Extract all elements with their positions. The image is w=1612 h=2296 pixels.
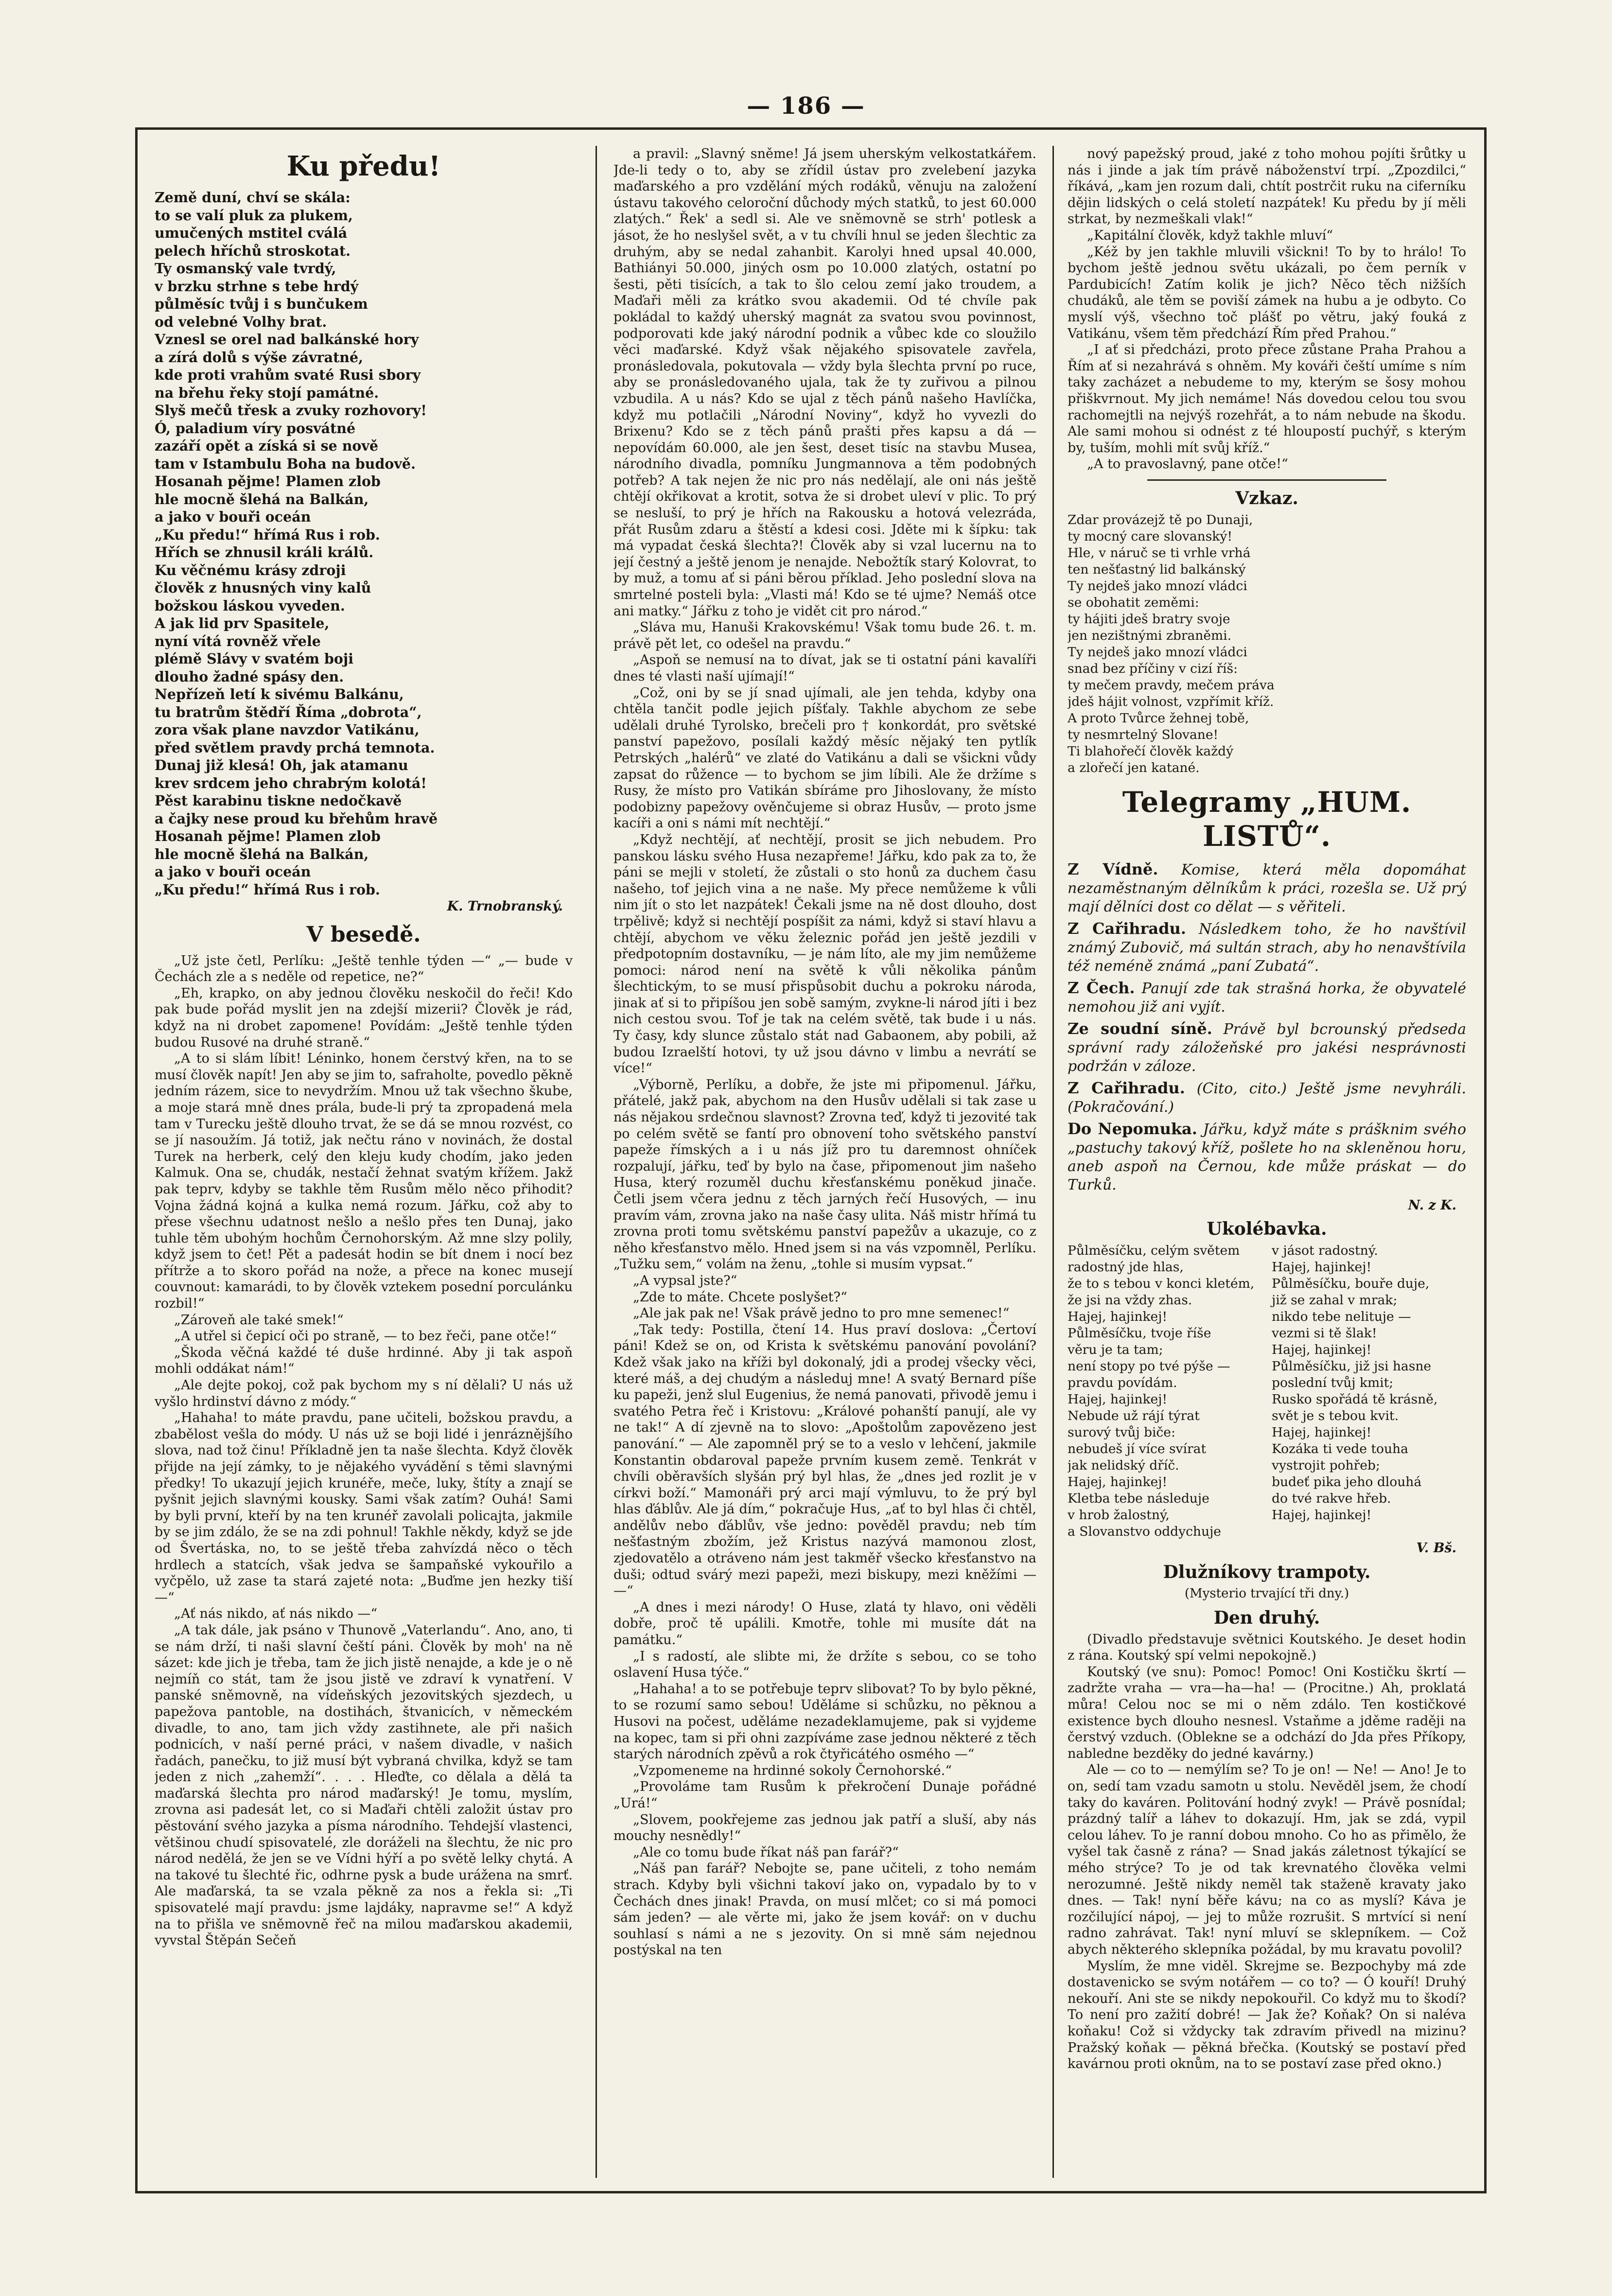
column-left <box>155 146 573 2178</box>
poem-line: vezmi si tě šlak! <box>1272 1326 1377 1341</box>
poem-line: Půlměsíčku, již jsi hasne <box>1272 1359 1432 1374</box>
poem-line: pelech hříchů stroskotat. <box>155 242 351 259</box>
poem-line: a Slovanstvo oddychuje <box>1068 1524 1221 1540</box>
article-beseda-continued <box>613 146 1036 1959</box>
poem-line: Vznesl se orel nad balkánské hory <box>155 331 419 348</box>
paragraph: „Sláva mu, Hanuši Krakovskému! Však tomu bude 26. t. m. právě pět let, co odešel na pravdu.“ <box>613 620 1036 651</box>
poem-line: tu bratrům štědří Říma „dobrota“, <box>155 703 422 720</box>
telegram-place: Do Nepomuka. <box>1068 1119 1197 1138</box>
paragraph: nový papežský proud, jaké z toho mohou pojíti šrůtky u nás i jinde a jak tím právě náboženství trpí. „Zpozdilci,“ říkává, „kam jen rozum dali, chtít postrčit ruku na ciferníku dějin lidských o celá století nazpátek! Ku předu by jí měli strkat, by nezmeškali vlak!“ <box>1068 146 1466 227</box>
poem-line: ty mocný care slovanský! <box>1068 528 1232 544</box>
paragraph: „Ať nás nikdo, ať nás nikdo —“ <box>174 1606 378 1622</box>
poem-line: Hřích se zhnusil králi králů. <box>155 544 374 561</box>
poem-line: poslední tvůj kmit; <box>1272 1375 1394 1391</box>
poem-line: Zdar provázejž tě po Dunaji, <box>1068 512 1253 527</box>
poem-line: Hajej, hajinkej! <box>1068 1309 1168 1325</box>
poem-line: Ti blahořečí člověk každý <box>1068 743 1234 759</box>
article-beseda <box>155 953 573 1949</box>
paragraph: „Hahaha! a to se potřebuje teprv slibovat? To by bylo pěkné, to se rozumí samo sebou! Uděláme si schůzku, no pěknou a Husovi na počest, uděláme nezadeklamujeme, pak si vyjdeme na kopec, tam si při ohni zazpíváme zase jednou některé z těch starých národních zpěvů a rok čtyřicátého osmého —“ <box>613 1681 1036 1762</box>
paragraph: (Divadlo představuje světnici Koutského. Je deset hodin z rána. Koutský spí velmi nepokojně.) <box>1068 1631 1466 1664</box>
poem-line: a jako v bouři oceán <box>155 508 311 525</box>
paragraph: „Ale jak pak ne! Však právě jedno to pro mne semenec!“ <box>633 1306 1010 1321</box>
paragraph: „Výborně, Perlíku, a dobře, že jste mi připomenul. Jářku, přátelé, jakž pak, abychom na den Husův udělali si tak zase u nás nějakou srdečnou slavnost? Zrovna teď, když ti jezovité tak po celém světě se fantí pro obnovení toho světského panství papeže římských a i u nás jíž pro tu daremnost ohníček rozpalují, jářku, teď by bylo na čase, připomenout jim našeho Husa, který rozuměl duchu křesťanskému poněkud jinače. Četli jsem včera jednu z těch jarných řečí Husových, — inu pravím vám, zrovna jako na naše časy ulita. Náš mistr hřímá tu zrovna proti tomu světskému panství papežův a ukazuje, co z něho křesťanstvo mělo. Hned jsem si na vás vzpomněl, Perlíku. „Tužku sem,“ volám na ženu, „tohle si musím vypsat.“ <box>613 1077 1036 1272</box>
poem-line: A proto Tvůrce žehnej tobě, <box>1068 710 1249 726</box>
paragraph: „A dnes i mezi národy! O Huse, zlatá ty hlavo, oni věděli dobře, proč tě upálili. Kmotře, tohle mi musíte dát na památku.“ <box>613 1599 1036 1648</box>
poem-line: Hajej, hajinkej! <box>1068 1392 1168 1407</box>
telegram-place: Ze soudní síně. <box>1068 1019 1212 1038</box>
poem-line: ty mečem pravdy, mečem práva <box>1068 677 1275 693</box>
poem-line: ty hájiti jdeš bratry svoje <box>1068 611 1230 627</box>
poem-line: Půlměsíčku, bouře duje, <box>1272 1276 1430 1292</box>
poem-line: Kletba tebe následuje <box>1068 1491 1209 1507</box>
paragraph: „Kapitální člověk, když takhle mluví“ <box>1087 228 1333 243</box>
paragraph: „Náš pan farář? Nebojte se, pane učiteli, z toho nemám strach. Kdyby byli všichni takoví jako on, vypadalo by to v Čechách dnes jinak! Pravda, on musí mlčet; co si má pomoci sám jeden? — ale věrte mi, jako že jsem kovář: on v duchu souhlasí s námi a ne s jezovity. On si mně sám nejednou postýskal na ten <box>613 1861 1036 1958</box>
poem-line: pravdu povídám. <box>1068 1375 1177 1391</box>
poem-line: Hajej, hajinkej! <box>1068 1474 1168 1490</box>
section-title-vzkaz: Vzkaz. <box>1235 488 1298 508</box>
section-title-trampoty: Dlužníkovy trampoty. <box>1163 1562 1371 1583</box>
paragraph: „A to si slám líbit! Léninko, honem čerstvý křen, na to se musí člověk napít! Jen aby se jim to, safraholte, povedlo pěkně jedním rázem, sice to nevydržím. Mnou už tak všechno škube, a moje stará mně dnes prála, bude-li prý ta zpropadená mela tam v Turecku ještě dlouho trvat, že se dá se mnou rozvést, co se jí nasoužím. Já totiž, jak nečtu ráno v novinách, že dostal Turek na herberk, celý den kleju kudy chodím, jako jeden Kalmuk. Ona se, chudák, nestačí žehnat svatým křížem. Jakž pak teprv, kdyby se takhle těm Rusům mělo něco přihodit? Vojna žádná kojná a kulka nemá rozum. Jářku, což aby to přese všechnu udatnost nešlo a nešlo přes ten Dunaj, jako tuhle těm ubohým hochům Černohorským. Až mne slzy polily, když jsem to čet! Pět a padesát hodin se bít dnem i nocí bez přítrže a to skoro pořád na nože, a přece na konec musejí couvnout: kamarádi, to by člověk vztekem posední porculánku rozbil!“ <box>155 1051 573 1312</box>
poem-line: Pěst karabinu tiskne nedočkavě <box>155 792 402 809</box>
poem-line: umučených mstitel cválá <box>155 225 348 241</box>
poem-line: již se zahal v mrak; <box>1272 1293 1398 1308</box>
telegram-place: Z Čech. <box>1068 978 1135 997</box>
poem-ku-predu <box>155 189 573 898</box>
poem-line: hle mocně šlehá na Balkán, <box>155 845 369 862</box>
telegram-list <box>1068 860 1466 1194</box>
poem-line: Ty nejdeš jako mnozí vládci <box>1068 578 1247 594</box>
paragraph: „I ať si předcházi, proto přece zůstane Praha Prahou a Řím ať si nezahrává s ohněm. My kováři čeští umíme s ním taky zacházet a nebudeme to my, kterým se šosy mohou přiškvrnout. My jich nemáme! Nás dovedou celou tou svou rachomejtli na nejvýš rozehřát, a to nám nebude na škodu. Ale sami mohou si odnést z té hloupostí puchýř, s kterým by, tuším, mohli mít svůj kříž.“ <box>1068 342 1466 456</box>
poem-title: Ku předu! <box>286 150 441 182</box>
poem-line: „Ku předu!“ hřímá Rus i rob. <box>155 881 380 898</box>
poem-line: surový tvůj biče: <box>1068 1425 1175 1440</box>
poem-column-left <box>1068 1243 1262 1540</box>
poem-line: v jásot radostný. <box>1272 1243 1378 1259</box>
poem-line: božskou láskou vyveden. <box>155 597 345 614</box>
paragraph: „Aspoň se nemusí na to dívat, jak se ti ostatní páni kavalíři dnes té vlasti naší ujímají!“ <box>613 652 1036 684</box>
poem-line: Nepřízeň letí k sivému Balkánu, <box>155 686 404 702</box>
poem-line: na břehu řeky stojí památné. <box>155 384 379 401</box>
poem-line: Hle, v náruč se ti vrhle vrhá <box>1068 545 1251 561</box>
poem-line: věru je ta tam; <box>1068 1342 1163 1358</box>
telegram-text: (Cito, cito.) Ještě jsme nevyhráli. (Pokračování.) <box>1068 1080 1466 1116</box>
poem-line: dlouho žadné spásy den. <box>155 668 344 685</box>
poem-line: Hajej, hajinkej! <box>1272 1260 1372 1275</box>
paragraph: „Kéž by jen takhle mluvili všickni! To by to hrálo! To bychom ještě jednou světu ukázali, po čem perník v Pardubicích! Zatím kolik je jich? Něco těch nižších chudáků, ale těm se poviší zámek na hubu a je odbyto. Co myslí výš, všechno toč plášť po větru, jaký fouká z Vatikánu, všem těm předchází Řím před Prahou.“ <box>1068 244 1466 341</box>
paragraph: „Což, oni by se jí snad ujímali, ale jen tehda, kdyby ona chtěla tančit podle jejich píšťaly. Takhle abychom ze sebe udělali druhé Tyrolsko, brečeli pro † konkordát, pro světské panství papežovo, posílali každý měsíc nějaký ten pytlík Petrských „halérů“ ve zlaté do Vatikánu a dali se všickni vůdy zapsat do růžence — to bychom se jim líbili. Ale že držíme s Rusy, že místo pro Vatikán sbíráme pro Jihoslovany, že místo podobizny papežovy ověnčujeme si obraz Husův, — proto jsme kacíři a oni s námi mít nechtějí.“ <box>613 685 1036 831</box>
poem-line: Půlměsíčku, tvoje říše <box>1068 1326 1211 1341</box>
poem-line: ten nešťastný lid balkánský <box>1068 561 1246 577</box>
telegram-text: Komise, která měla dopomáhat nezaměstnaným dělníkům k práci, rozešla se. Už prý mají dělníci dost co dělat — s věřiteli. <box>1068 861 1466 915</box>
poem-line: Hosanah pějme! Plamen zlob <box>155 473 381 490</box>
poem-line: Rusko spořádá tě krásně, <box>1272 1392 1438 1407</box>
poem-line: a jako v bouři oceán <box>155 863 311 880</box>
poem-line: krev srdcem jeho chrabrým kolotá! <box>155 774 427 791</box>
poem-ukolebavka <box>1068 1243 1466 1540</box>
poem-line: nebudeš jí více svírat <box>1068 1441 1207 1457</box>
poem-line: zazáří opět a získá si se nově <box>155 438 379 454</box>
paragraph: „A utřel si čepicí oči po straně, — to bez řeči, pane otče!“ <box>174 1329 557 1344</box>
poem-signature: K. Trnobranský. <box>447 899 563 914</box>
page-number: — 186 — <box>747 92 865 120</box>
column-divider <box>1052 146 1054 2178</box>
poem-line: hle mocně šlehá na Balkán, <box>155 491 369 508</box>
poem-line: se obohatit zeměmi: <box>1068 595 1199 610</box>
poem-line: v hrob žalostný, <box>1068 1507 1170 1523</box>
poem-column-right <box>1272 1243 1466 1540</box>
column-divider <box>596 146 597 2178</box>
poem-line: Ó, paladium víry posvátné <box>155 420 356 437</box>
paragraph: „Zde to máte. Chcete poslyšet?“ <box>633 1289 847 1305</box>
poem-line: a zírá dolů s výše závratné, <box>155 349 364 366</box>
poem-line: „Ku předu!“ hřímá Rus i rob. <box>155 526 380 543</box>
poem-line: radostný jde hlas, <box>1068 1260 1184 1275</box>
separator <box>1147 479 1386 481</box>
poem-line: a čajky nese proud ku břehům hravě <box>155 810 438 827</box>
poem-line: A jak lid prv Spasitele, <box>155 615 330 631</box>
telegram-item <box>1068 979 1466 1017</box>
poem-line: Ku věčnému krásy zdroji <box>155 561 346 578</box>
poem-line: jdeš hájit volnost, vzpřímit kříž. <box>1068 694 1274 709</box>
paragraph: „Hahaha! to máte pravdu, pane učiteli, božskou pravdu, a zbabělost vešla do módy. U nás už se boji lidé i jenráznějšího slova, nad tož činu! Příkladně jen ta naše šlechta. Když člověk přijde na její zámky, to je nějakého vyvádění s těmi slavnými předky! To ukazují jejich krunéře, meče, luky, štíty a znají se pyšnit jejich slavnými kousky. Sami však zatím? Ouhá! Sami by byli první, kteří by na ten krunéř zavolali policajta, jakmile by se jim zdálo, že se na zdi pohnul! Takhle někdy, když se jde od Švertáska, no, to se ještě třeba zahvízdá něco o těch hrdlech a statcích, však jedva se šampaňské vykouřilo a vyčpělo, už zase ta stará zajeté nota: „Buďme jen hezky tiší —“ <box>155 1410 573 1605</box>
telegram-place: Z Vídně. <box>1068 859 1158 878</box>
trampoty-day: Den druhý. <box>1213 1607 1320 1628</box>
section-title-ukolebavka: Ukolébavka. <box>1207 1219 1327 1240</box>
poem-line: budeť pika jeho dlouhá <box>1272 1474 1422 1490</box>
telegram-text: Jářku, když máte s prášknim svého „pastuchy takový kříž, pošlete ho na skleněnou horu, aneb aspoň na Černou, kde může práskat — do Turků. <box>1068 1121 1466 1193</box>
poem-line: před světlem pravdy prchá temnota. <box>155 739 435 756</box>
paragraph: „Už jste četl, Perlíku: „Ještě tenhle týden —“ „— bude v Čechách zle a s neděle od repetice, ne?“ <box>155 953 573 985</box>
poem-line: nyní vítá rovněž vřele <box>155 632 321 649</box>
telegram-item <box>1068 1120 1466 1194</box>
poem-vzkaz <box>1068 512 1466 776</box>
telegram-text: Následkem toho, že ho navštívil známý Zubovič, má sultán strach, aby ho nenavštívila též neméně známá „paní Zubatá“. <box>1068 920 1466 975</box>
column-middle <box>613 146 1036 2178</box>
telegram-item <box>1068 1019 1466 1076</box>
telegram-item <box>1068 919 1466 976</box>
section-title-telegramy: Telegramy „HUM. LISTŮ“. <box>1122 785 1412 853</box>
poem-line: člověk z hnusných viny kalů <box>155 579 371 596</box>
paragraph: „I s radostí, ale slibte mi, že držíte s sebou, co se toho oslavení Husa týče.“ <box>613 1648 1036 1681</box>
poem-line: Hajej, hajinkej! <box>1272 1425 1372 1440</box>
article-trampoty <box>1068 1631 1466 2072</box>
poem-line: vystrojit pohřeb; <box>1272 1458 1380 1473</box>
paragraph: a pravil: „Slavný sněme! Já jsem uherským velkostatkářem. Jde-li tedy o to, aby se zřídil ústav pro zvelebení jazyka maďarského a pro vzdělání mých rodáků, věnuju na založení ústavu takového celoroční důchody mých statků, to jest 60.000 zlatých.“ Řek' a sedl si. Ale ve sněmovně se strh' potlesk a jásot, že ho neslyšel svět, a v tu chvíli hnul se jeden šlechtic za druhým, aby se nedal zahanbit. Karolyi hned upsal 40.000, Bathiányi 50.000, jiných osm po 10.000 zlatých, ostatní po šesti, pěti tisících, a tak to šlo celou zemí jako troudem, a Maďaři měli za krátko svou akademii. Od té chvíle pak pokládal to každý uherský magnát za svatou svou povinnost, podporovati kde jaký národní podnik a vůbec kde co sloužilo věci maďarské. Když však nějakého spisovatele zavřela, pronásledovala, pokutovala — vždy byla šlechta první po ruce, aby se pronásledovaného ujala, tak že ty zuřivou a pilnou vzbudila. A u nás? Kdo se ujal z těch pánů našeho Havlíčka, když mu potlačili „Národní Noviny“, když ho vyvezli do Brixenu? Kdo se z těch pánů prašti přes kapsu a dá — nepovídám 60.000, ale jen šest, deset tisíc na stavbu Musea, národního divadla, pomníku Jungmannova a těm podobných potřeb? A tak nejen že nic pro nás nedělají, ale oni nás ještě chtějí okřikovat a krotit, sotva že si drobet uleví v plic. To prý se nesluší, to prý je hřích na Rakousku a hotová velezráda, přát Rusům zdaru a štěstí a kdesi cosi. Jděte mi k šípku: tak má vypadat česká šlechta?! Člověk aby si vzal lucernu na to její čestný a ještě jenom je nenajde. Nebožtík starý Kolovrat, to by muž, a tomu ať si páni běrou příklad. Jeho poslední slova na smrtelné posteli byla: „Vlasti má! Kdo se té ujme? Nemáš otce ani matky.“ Jářku z toho je vidět cit pro národ.“ <box>613 146 1036 619</box>
poem-line: Hajej, hajinkej! <box>1272 1342 1372 1358</box>
poem-line: Hosanah pějme! Plamen zlob <box>155 828 381 844</box>
poem-line: není stopy po tvé pýše — <box>1068 1359 1230 1374</box>
article-beseda-end <box>1068 146 1466 473</box>
paragraph: „Ale dejte pokoj, což pak bychom my s ní dělali? U nás už vyšlo hrdinství dávno z módy.“ <box>155 1378 573 1409</box>
paragraph: „A vypsal jste?“ <box>633 1273 737 1288</box>
poem-line: kde proti vrahům svaté Rusi sbory <box>155 367 421 383</box>
poem-line: snad bez příčiny v cizí říš: <box>1068 661 1238 676</box>
paragraph: „Škoda věčná každé té duše hrdinné. Aby ji tak aspoň mohli oddákat nám!“ <box>155 1345 573 1377</box>
poem-line: v brzku strhne s tebe hrdý <box>155 278 359 295</box>
telegram-item <box>1068 860 1466 916</box>
poem-line: Nebude už rájí týrat <box>1068 1408 1200 1424</box>
poem-line: a zlořečí jen katané. <box>1068 760 1200 775</box>
poem-line: že jsi na vždy zhas. <box>1068 1293 1192 1308</box>
poem-line: jen nezištnými zbraněmi. <box>1068 628 1232 643</box>
poem-line: půlměsíc tvůj i s bunčukem <box>155 296 368 312</box>
paragraph: „Vzpomeneme na hrdinné sokoly Černohorské.“ <box>633 1763 952 1778</box>
section-title-beseda: V besedě. <box>306 922 421 947</box>
paragraph: Ale — co to — nemýlím se? To je on! — Ne! — Ano! Je to on, sedí tam vzadu samotn u stolu. Nevěděl jsem, že chodí taky do kaváren. Politování hodný zvyk! — Právě posnídal; prázdný talíř a láhev to dokazují. Hm, jak se zdá, vypil celou láhev. To je ranní dobou mnoho. Co ho as přimělo, že vyšel tak časně z rána? — Snad jakás záletnost týkající se mého strýce? To je od tak krevnatého člověka velmi nerozumné. Ještě nikdy neměl tak staženě kravaty jako dnes. — Tak! nyní běře kávu; na co as myslí? Káva je rozčilující nápoj, — jej to může rozrušit. S mrtvící si není radno zahrávat. Tak! nyní mluví se sklepníkem. — Což abych některého sklepníka požádal, by mu kravatu povolil? <box>1068 1762 1466 1957</box>
trampoty-subtitle: (Mysterio trvající tři dny.) <box>1184 1586 1349 1601</box>
paragraph: „Eh, krapko, on aby jednou člověku neskočil do řeči! Kdo pak bude pořád myslit jen na zdejší mizerii? Člověk je rád, když na ni drobet zapomene! Povídám: „Ještě tenhle týden budou Rusové na druhé straně.“ <box>155 985 573 1050</box>
poem-line: to se valí pluk za plukem, <box>155 207 353 224</box>
paragraph: „Slovem, pookřejeme zas jednou jak patří a sluší, aby nás mouchy nesnědly!“ <box>613 1812 1036 1844</box>
poem-line: Ty osmanský vale tvrdý, <box>155 260 336 277</box>
paragraph: „A tak dále, jak psáno v Thunově „Vaterlandu“. Ano, ano, ti se nám drží, ti naši slavní čeští páni. Člověk by moh' na ně sázet: kde jich je třeba, tam že jich jistě nenajde, a kde je o ně nejmíň co stát, tam že jsou jistě ve zdraví k vynatření. V panské sněmovně, na vídeňských jezovitských sjezdech, u papežova pantoble, na dostihách, štvanicích, v německém divadle, to ano, tam jich vždy zastihnete, ale při našich podnicích, v naší perné práci, v našem divadle, v našich řadách, panečku, to již musí být vybraná chvilka, když se tam jeden z nich „zahemží“. . . . Hleďte, co dělala a dělá ta maďarská šlechta pro národ maďarský! Je tomu, myslím, zrovna asi padesát let, co si Maďaři chtěli založit ústav pro pěstování svého jazyka a písma národního. Tehdejší vlastenci, většinou chudí spisovatelé, zle doráželi na šlechtu, že nic pro národ nedělá, že jen se ve Vídni hýří a po světě lelky chytá. A na takové tu šlechté řic, odhrne pysk a bude urážena na smrť. Ale maďarská, ta se vzala pěkně za nos a řekla si: „Ti spisovatelé mají pravdu: jsme lajdáky, napravme se!“ A když na to přišla ve sněmovně řeč na milou maďarskou akademii, vyvstal Štěpán Sečeň <box>155 1622 573 1948</box>
telegram-text: Právě byl bcrounský předseda správní rady záložeňské pro jakési nesprávnosti podržán v záloze. <box>1068 1020 1466 1075</box>
paragraph: „Tak tedy: Postilla, čtení 14. Hus praví doslova: „Čertoví páni! Kdež se on, od Krista k světskému panování povolání? Kdež však jako na kříži byl dokonalý, jdi a prodej všecky věci, které máš, a dej chudým a následuj mne! A svatý Bernard píše ku papeži, jenž slul Eugenius, že nemá panovati, přivodě jemu i svatého Petra řeč i Kristovu: „Králové pohanští panují, ale vy ne tak!“ A dí zjevně na to slovo: „Apoštolům zapovězeno jest panování.“ — Ale zapomněl prý se to a veslo v lehčení, jakmile Konstantin obdaroval papeže prvním kusem země. Tenkrát v chvíli oběravších slyšán prý byl hlas, že „dnes jed rozlit je v církvi boží.“ Mamonáři prý arci mají výmluvu, to že prý byl hlas ďáblův. Ale já dím,“ pokračuje Hus, „ať to byl hlas či chtěl, andělův nebo ďáblův, vše jedno: pověděl pravdu; neb tím nešťastným zbožím, jež Kristus nazývá mamonou zlost, zjedovatělo a otráveno nám jest takměř všecko křesťanstvo na duši; odtud svárý mezi papeži, mezi biskupy, mezi kněžími — —“ <box>613 1322 1036 1599</box>
paragraph: „Provoláme tam Rusům k překročení Dunaje pořádné „Urá!“ <box>613 1779 1036 1811</box>
poem-line: plémě Slávy v svatém boji <box>155 650 354 667</box>
poem-line: Ty nejdeš jako mnozí vládci <box>1068 644 1247 660</box>
poem-line: Kozáka ti vede touha <box>1272 1441 1408 1457</box>
telegram-item <box>1068 1079 1466 1117</box>
poem-line: nikdo tebe nelituje — <box>1272 1309 1411 1325</box>
paragraph: „Když nechtějí, ať nechtějí, prosit se jich nebudem. Pro panskou lásku svého Husa nezapřeme! Jářku, kdo pak za to, že páni se mejli v století, že zůstali o sto honů za duchem času našeho, tof jejich vina a ne naše. My přece nemůžeme k vůli nim jít o sto let nazpátek! Čekali jsme na ně dost dlouho, dost trpělivě; když si nechtějí pospíšit za námi, když si staví hlavu a chtějí, abychom ve věku železnic pořád jen ještě jezdili v předpotopním dostavníku, — je nám líto, ale my jim nemůžeme pomoci: národ není na světě k vůli několika pánům šlechtickým, to se musí přispůsobit duchu a pokroku národa, jinak ať si to připíšou jen sobě samým, zvykne-li národ jíti i bez nich cestou svou. Tof je tak na celém světě, tak bude i u nás. Ty časy, kdy slunce zůstalo stát nad Gabaonem, aby pobili, až budou Izraelští hotovi, ty už jsou dávno v limbu a nevrátí se více!“ <box>613 832 1036 1076</box>
ukolebavka-signature: V. Bš. <box>1416 1541 1456 1556</box>
poem-line: svět je s tebou kvit. <box>1272 1408 1399 1424</box>
telegram-text: Panují zde tak strašná horka, že obyvatelé nemohou již ani vyjít. <box>1068 980 1466 1016</box>
poem-line: Dunaj již klesá! Oh, jak atamanu <box>155 757 408 773</box>
column-right <box>1068 146 1466 2178</box>
poem-line: od velebné Volhy brat. <box>155 313 327 330</box>
paragraph: „Ale co tomu bude říkat náš pan farář?“ <box>633 1844 899 1860</box>
poem-line: Půlměsíčku, celým světem <box>1068 1243 1240 1259</box>
paragraph: Koutský (ve snu): Pomoc! Pomoc! Oni Kostičku škrtí — zadržte vraha — vra—ha—ha! — (Procitne.) Ah, proklatá můra! Celou noc se mi o něm zdálo. Ten kostičkové existence bych dlouho nesnesl. Vstaňme a jděme raději na čerstvý vzduch. (Oblekne se a odchází do Jda přes Příkopy, nabledne bezděky do jedné kavárny.) <box>1068 1664 1466 1761</box>
poem-line: Země duní, chví se skála: <box>155 189 350 206</box>
paragraph: „Zároveň ale také smek!“ <box>174 1312 344 1328</box>
poem-line: do tvé rakve hřeb. <box>1272 1491 1391 1507</box>
poem-line: jak nelidský dříč. <box>1068 1458 1179 1473</box>
telegram-signature: N. z K. <box>1408 1197 1456 1213</box>
poem-line: zora však plane navzdor Vatikánu, <box>155 721 420 738</box>
poem-line: Slyš mečů třesk a zvuky rozhovory! <box>155 402 427 419</box>
telegram-place: Z Cařihradu. <box>1068 1078 1185 1097</box>
poem-line: tam v Istambulu Boha na budově. <box>155 455 416 472</box>
poem-line: že to s tebou v konci kletém, <box>1068 1276 1255 1292</box>
poem-line: Hajej, hajinkej! <box>1272 1507 1372 1523</box>
paragraph: „A to pravoslavný, pane otče!“ <box>1087 456 1288 472</box>
poem-line: ty nesmrtelný Slovane! <box>1068 727 1219 742</box>
telegram-place: Z Cařihradu. <box>1068 919 1186 938</box>
paragraph: Myslím, že mne viděl. Skrejme se. Bezpochyby má zde dostavenicko se svým notářem — co to? — Ó kouří! Druhý nekouří. Ani ste se nikdy nepokouřil. Co když mu to škodí? To není pro zažití dobré! — Jak že? Koňak? On si naléva koňaku! Což si vždycky tak zdravím přivedl na mizinu? Pražský koňak — pěkná břečka. (Koutský se postaví před kavárnou proti oknům, na to se postaví zase před okno.) <box>1068 1958 1466 2072</box>
